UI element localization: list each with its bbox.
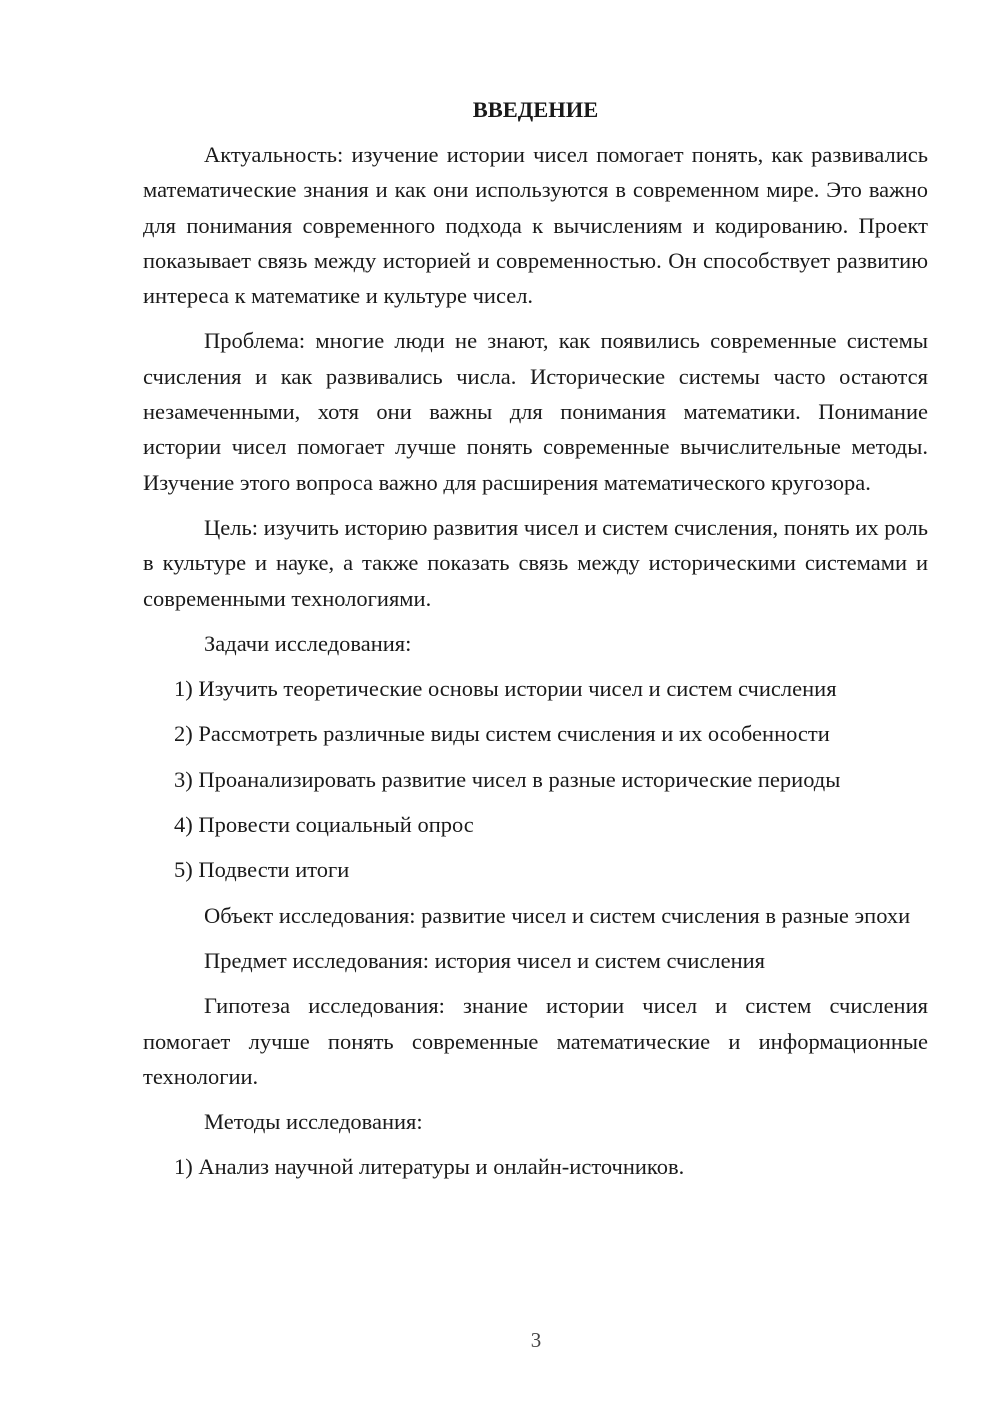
problem-paragraph: Проблема: многие люди не знают, как появились современные системы счисления и как развивались числа. Исторические системы часто остаются незамеченными, хотя они важны для понимания математики. Понимание истории чисел помогает лучше понять современные вычислительные методы. Изучение этого вопроса важно для расширения математического кругозора.	[143, 328, 928, 495]
page-number: 3	[530, 1328, 542, 1352]
method-item-1: 1) Анализ научной литературы и онлайн-источников.	[174, 1154, 685, 1180]
goal-paragraph: Цель: изучить историю развития чисел и систем счисления, понять их роль в культуре и науке, а также показать связь между историческими системами и современными технологиями.	[143, 514, 928, 611]
subject-paragraph: Предмет исследования: история чисел и систем счисления	[204, 947, 765, 973]
relevance-paragraph: Актуальность: изучение истории чисел помогает понять, как развивались математические знания и как они используются в современном мире. Это важно для понимания современного подхода к вычислениям и кодированию. Проект показывает связь между историей и современностью. Он способствует развитию интереса к математике и культуре чисел.	[143, 142, 928, 309]
tasks-heading: Задачи исследования:	[204, 630, 412, 656]
task-item-2: 2) Рассмотреть различные виды систем счисления и их особенности	[174, 721, 830, 747]
methods-heading: Методы исследования:	[204, 1109, 423, 1135]
task-item-4: 4) Провести социальный опрос	[174, 812, 474, 838]
page-title: ВВЕДЕНИЕ	[472, 97, 599, 122]
hypothesis-paragraph: Гипотеза исследования: знание истории чисел и систем счисления помогает лучше понять современные математические и информационные технологии.	[143, 993, 928, 1089]
task-item-5: 5) Подвести итоги	[174, 857, 350, 883]
document-page	[143, 92, 928, 1195]
object-paragraph: Объект исследования: развитие чисел и систем счисления в разные эпохи	[204, 902, 911, 928]
task-item-3: 3) Проанализировать развитие чисел в разные исторические периоды	[174, 766, 841, 792]
task-item-1: 1) Изучить теоретические основы истории чисел и систем счисления	[174, 676, 837, 702]
